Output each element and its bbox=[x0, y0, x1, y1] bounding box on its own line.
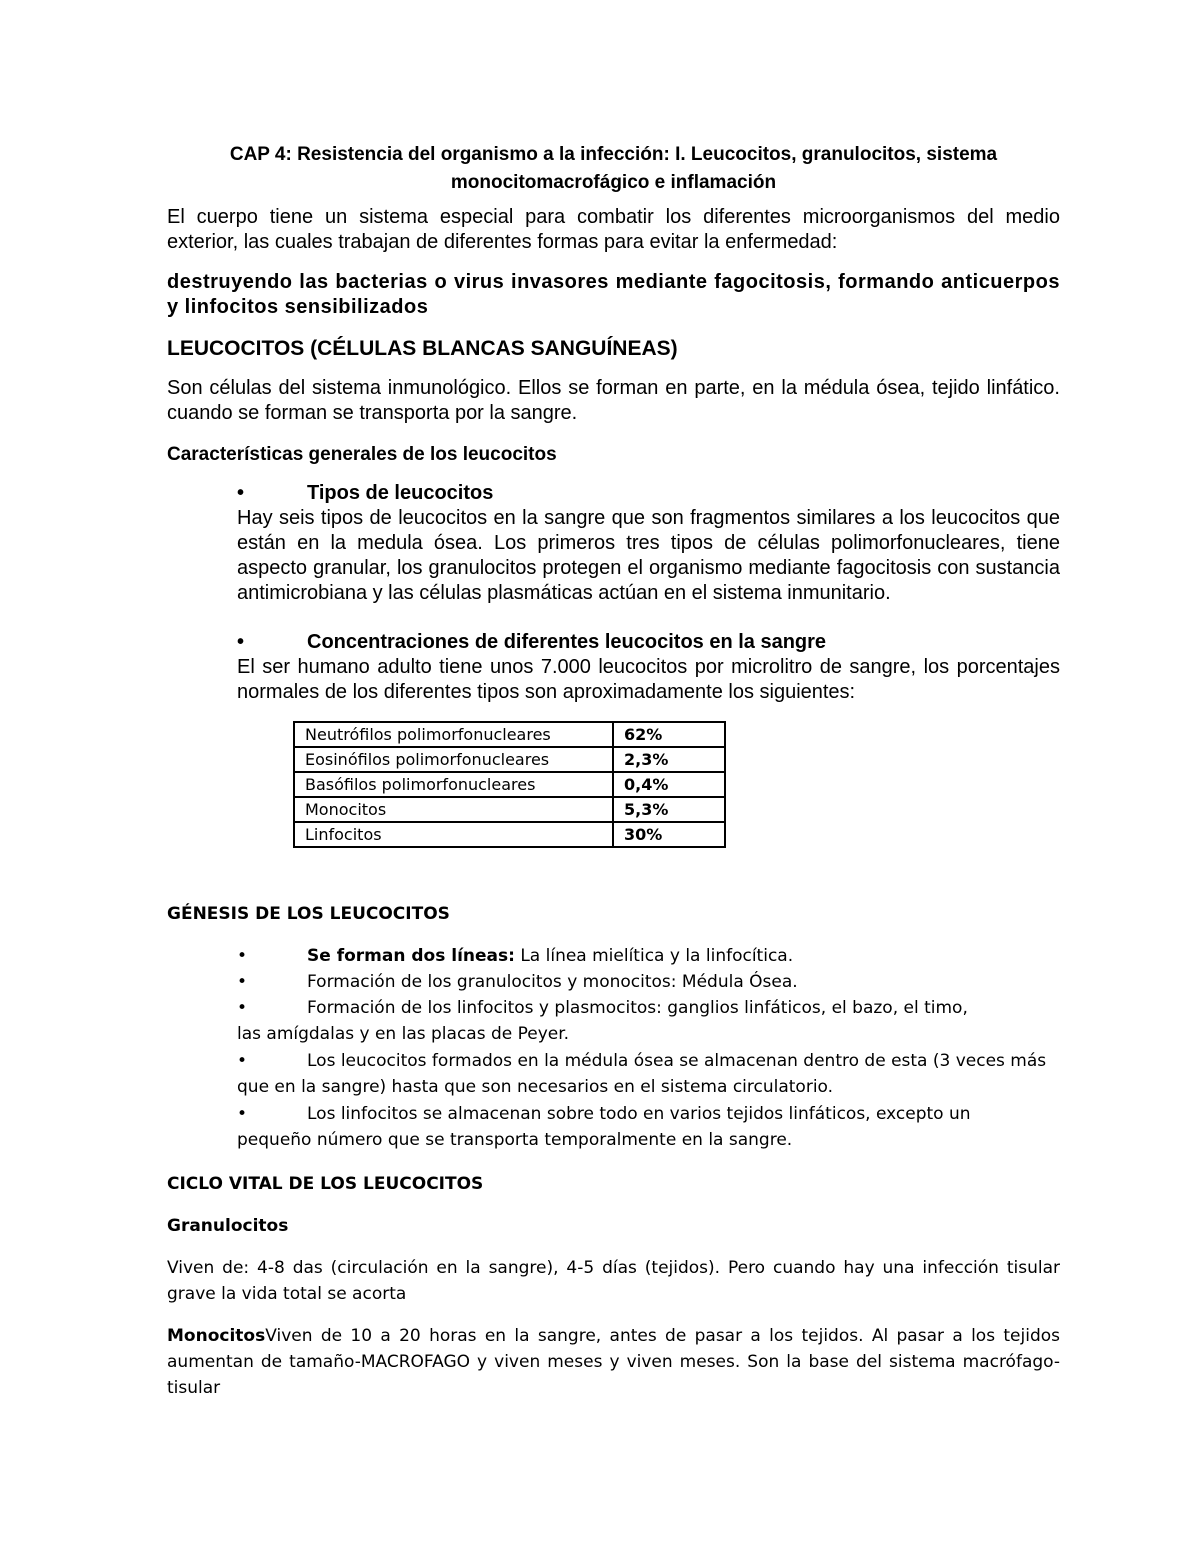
table-cell-value: 2,3% bbox=[613, 747, 725, 772]
bullet-tipos bbox=[237, 481, 1060, 506]
table-cell-name: Basófilos polimorfonucleares bbox=[294, 772, 613, 797]
table-cell-name: Monocitos bbox=[294, 797, 613, 822]
table-row bbox=[294, 822, 725, 847]
table-cell-value: 30% bbox=[613, 822, 725, 847]
tipos-paragraph: Hay seis tipos de leucocitos en la sangre que son fragmentos similares a los leucocitos que están en la medula ósea. Los primeros tres tipos de células polimorfonucleares, tiene aspecto granular, los granulocitos protegen el organismo mediante fagocitosis con sustancia antimicrobiana y las células plasmáticas actúan en el sistema inmunitario. bbox=[237, 507, 1060, 604]
monocitos-text: Viven de 10 a 20 horas en la sangre, antes de pasar a los tejidos. Al pasar a los tejidos aumentan de tamaño-MACROFAGO y viven meses y viven meses. Son la base del sistema macrófago-tisular bbox=[167, 1326, 1060, 1398]
intro-bold-paragraph: destruyendo las bacterias o virus invasores mediante fagocitosis, formando anticuerpos y linfocitos sensibilizados bbox=[167, 271, 1060, 318]
genesis-item-bold: Se forman dos líneas: bbox=[307, 946, 515, 966]
granulocitos-paragraph: Viven de: 4-8 das (circulación en la sangre), 4-5 días (tejidos). Pero cuando hay una infección tisular grave la vida total se acorta bbox=[167, 1258, 1060, 1304]
bullet-icon: • bbox=[237, 1051, 248, 1071]
genesis-item-continuation: las amígdalas y en las placas de Peyer. bbox=[237, 1024, 570, 1044]
page-title: CAP 4: Resistencia del organismo a la infección: I. Leucocitos, granulocitos, sistema monocitomacrofágico e inflamación bbox=[229, 144, 998, 193]
table-cell-value: 5,3% bbox=[613, 797, 725, 822]
concentration-table bbox=[293, 721, 726, 848]
table-row bbox=[294, 747, 725, 772]
table-cell-value: 0,4% bbox=[613, 772, 725, 797]
table-cell-name: Eosinófilos polimorfonucleares bbox=[294, 747, 613, 772]
bullet-icon: • bbox=[237, 631, 245, 653]
bullet-icon: • bbox=[237, 946, 248, 966]
genesis-heading: GÉNESIS DE LOS LEUCOCITOS bbox=[167, 904, 450, 924]
table-row bbox=[294, 797, 725, 822]
ciclo-heading: CICLO VITAL DE LOS LEUCOCITOS bbox=[167, 1174, 484, 1194]
bullet-icon: • bbox=[237, 998, 248, 1018]
bullet-icon: • bbox=[237, 1104, 248, 1124]
genesis-item-continuation: que en la sangre) hasta que son necesarios en el sistema circulatorio. bbox=[237, 1077, 834, 1097]
table-cell-name: Linfocitos bbox=[294, 822, 613, 847]
caracteristicas-heading: Características generales de los leucocitos bbox=[167, 444, 557, 465]
table-row bbox=[294, 772, 725, 797]
granulocitos-heading: Granulocitos bbox=[167, 1216, 289, 1236]
genesis-item bbox=[237, 995, 1060, 1021]
table-row bbox=[294, 722, 725, 747]
leucocitos-heading: LEUCOCITOS (CÉLULAS BLANCAS SANGUÍNEAS) bbox=[167, 337, 678, 360]
genesis-item-text: Formación de los linfocitos y plasmocitos: ganglios linfáticos, el bazo, el timo, bbox=[307, 998, 968, 1018]
bullet-icon: • bbox=[237, 972, 248, 992]
genesis-item bbox=[237, 969, 1060, 995]
bullet-concentraciones-heading: Concentraciones de diferentes leucocitos en la sangre bbox=[307, 631, 827, 653]
genesis-item-text: La línea mielítica y la linfocítica. bbox=[514, 946, 794, 966]
monocitos-label: Monocitos bbox=[167, 1326, 266, 1346]
table-cell-name: Neutrófilos polimorfonucleares bbox=[294, 722, 613, 747]
bullet-icon: • bbox=[237, 482, 245, 504]
bullet-concentraciones bbox=[237, 630, 1060, 655]
genesis-item bbox=[237, 943, 1060, 969]
genesis-item bbox=[237, 1048, 1060, 1074]
monocitos-paragraph bbox=[167, 1323, 1060, 1401]
leucocitos-description: Son células del sistema inmunológico. Ellos se forman en parte, en la médula ósea, tejido linfático. cuando se forman se transporta por la sangre. bbox=[167, 377, 1060, 424]
bullet-tipos-heading: Tipos de leucocitos bbox=[307, 482, 494, 504]
genesis-item-text: Los leucocitos formados en la médula ósea se almacenan dentro de esta (3 veces más bbox=[307, 1051, 1047, 1071]
table-cell-value: 62% bbox=[613, 722, 725, 747]
intro-paragraph: El cuerpo tiene un sistema especial para combatir los diferentes microorganismos del medio exterior, las cuales trabajan de diferentes formas para evitar la enfermedad: bbox=[167, 206, 1060, 253]
genesis-item-text: Los linfocitos se almacenan sobre todo en varios tejidos linfáticos, excepto un bbox=[307, 1104, 971, 1124]
genesis-item-continuation: pequeño número que se transporta temporalmente en la sangre. bbox=[237, 1130, 793, 1150]
concentraciones-paragraph: El ser humano adulto tiene unos 7.000 leucocitos por microlitro de sangre, los porcentajes normales de los diferentes tipos son aproximadamente los siguientes: bbox=[237, 656, 1060, 703]
genesis-item bbox=[237, 1101, 1060, 1127]
genesis-item-text: Formación de los granulocitos y monocitos: Médula Ósea. bbox=[307, 972, 798, 992]
